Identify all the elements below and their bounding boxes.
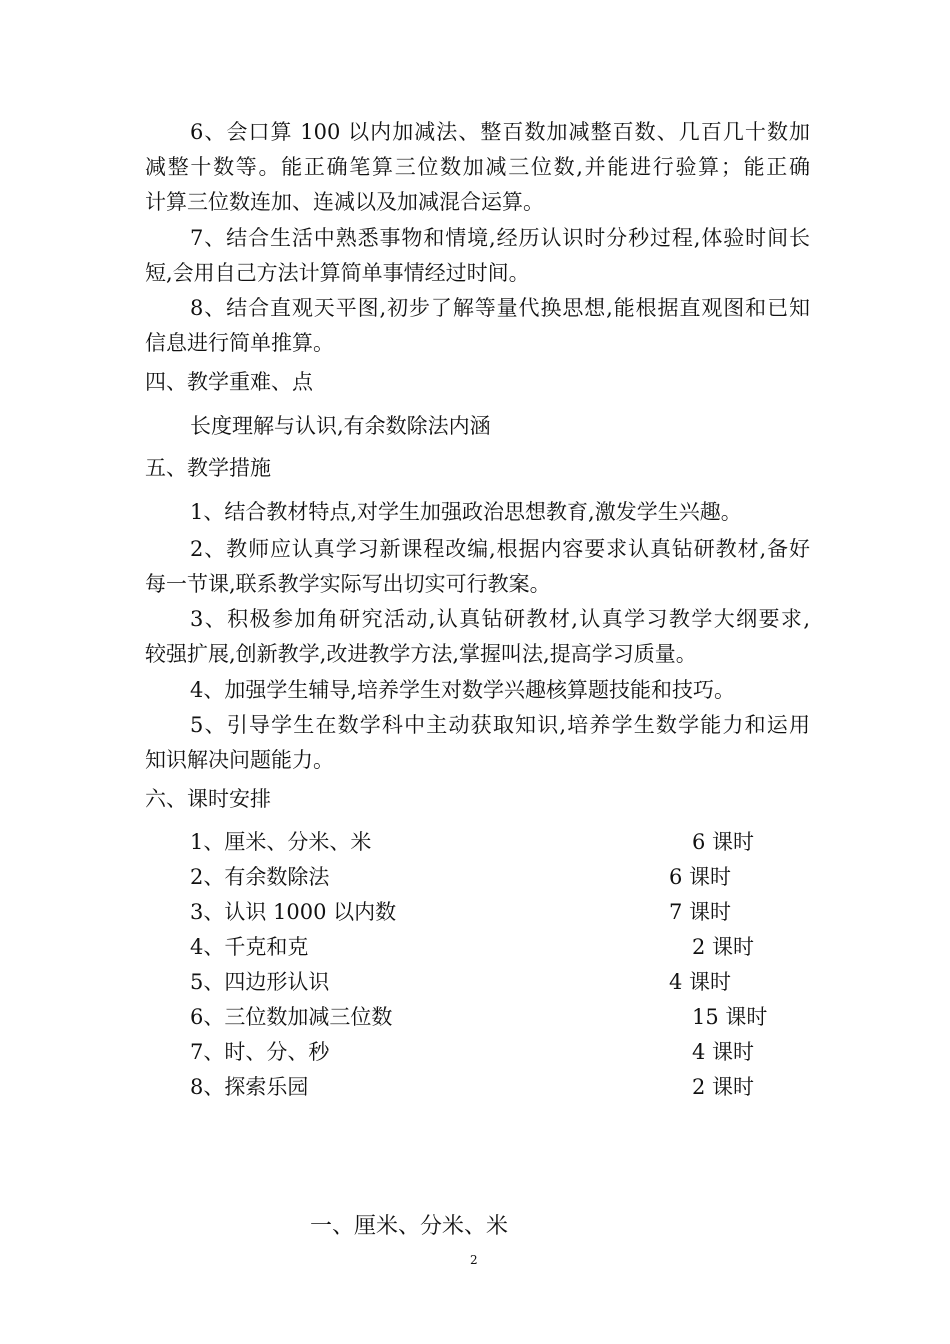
objective-8-line-1: 8、结合直观天平图,初步了解等量代换思想,能根据直观图和已知 (190, 296, 810, 320)
schedule-item-hours: 7 课时 (669, 900, 732, 924)
schedule-item-hours: 2 课时 (692, 1075, 755, 1099)
next-section-title: 一、厘米、分米、米 (310, 1214, 509, 1239)
schedule-item-hours: 4 课时 (669, 970, 732, 994)
schedule-item-hours: 2 课时 (692, 935, 755, 959)
schedule-item-label: 5、四边形认识 (190, 970, 330, 994)
section-4-heading: 四、教学重难、点 (145, 370, 313, 394)
schedule-item-label: 2、有余数除法 (190, 865, 330, 889)
objective-6-line-2: 减整十数等。能正确笔算三位数加减三位数,并能进行验算；能正确 (145, 155, 810, 179)
measure-4: 4、加强学生辅导,培养学生对数学兴趣核算题技能和技巧。 (190, 678, 736, 702)
schedule-item-label: 1、厘米、分米、米 (190, 830, 372, 854)
schedule-item-label: 7、时、分、秒 (190, 1040, 330, 1064)
measure-5-line-2: 知识解决问题能力。 (145, 748, 334, 772)
measure-2-line-2: 每一节课,联系教学实际写出切实可行教案。 (145, 572, 551, 596)
schedule-item-hours: 6 课时 (669, 865, 732, 889)
page-number: 2 (470, 1253, 478, 1267)
section-4-content: 长度理解与认识,有余数除法内涵 (190, 414, 491, 438)
objective-7-line-1: 7、结合生活中熟悉事物和情境,经历认识时分秒过程,体验时间长 (190, 226, 810, 250)
objective-6-line-3: 计算三位数连加、连减以及加减混合运算。 (145, 190, 544, 214)
schedule-item-label: 4、千克和克 (190, 935, 309, 959)
section-6-heading: 六、课时安排 (145, 787, 271, 811)
section-5-heading: 五、教学措施 (145, 456, 271, 480)
measure-5-line-1: 5、引导学生在数学科中主动获取知识,培养学生数学能力和运用 (190, 713, 810, 737)
schedule-item-label: 3、认识 1000 以内数 (190, 900, 397, 924)
schedule-item-hours: 15 课时 (692, 1005, 768, 1029)
schedule-item-hours: 6 课时 (692, 830, 755, 854)
schedule-item-label: 8、探索乐园 (190, 1075, 309, 1099)
objective-8-line-2: 信息进行简单推算。 (145, 331, 334, 355)
schedule-item-label: 6、三位数加减三位数 (190, 1005, 393, 1029)
objective-7-line-2: 短,会用自己方法计算简单事情经过时间。 (145, 261, 530, 285)
measure-3-line-2: 较强扩展,创新教学,改进教学方法,掌握叫法,提高学习质量。 (145, 642, 697, 666)
schedule-item-hours: 4 课时 (692, 1040, 755, 1064)
objective-6-line-1: 6、会口算 100 以内加减法、整百数加减整百数、几百几十数加 (190, 120, 810, 144)
measure-1: 1、结合教材特点,对学生加强政治思想教育,激发学生兴趣。 (190, 500, 742, 524)
measure-3-line-1: 3、积极参加角研究活动,认真钻研教材,认真学习教学大纲要求, (190, 607, 810, 631)
measure-2-line-1: 2、教师应认真学习新课程改编,根据内容要求认真钻研教材,备好 (190, 537, 810, 561)
